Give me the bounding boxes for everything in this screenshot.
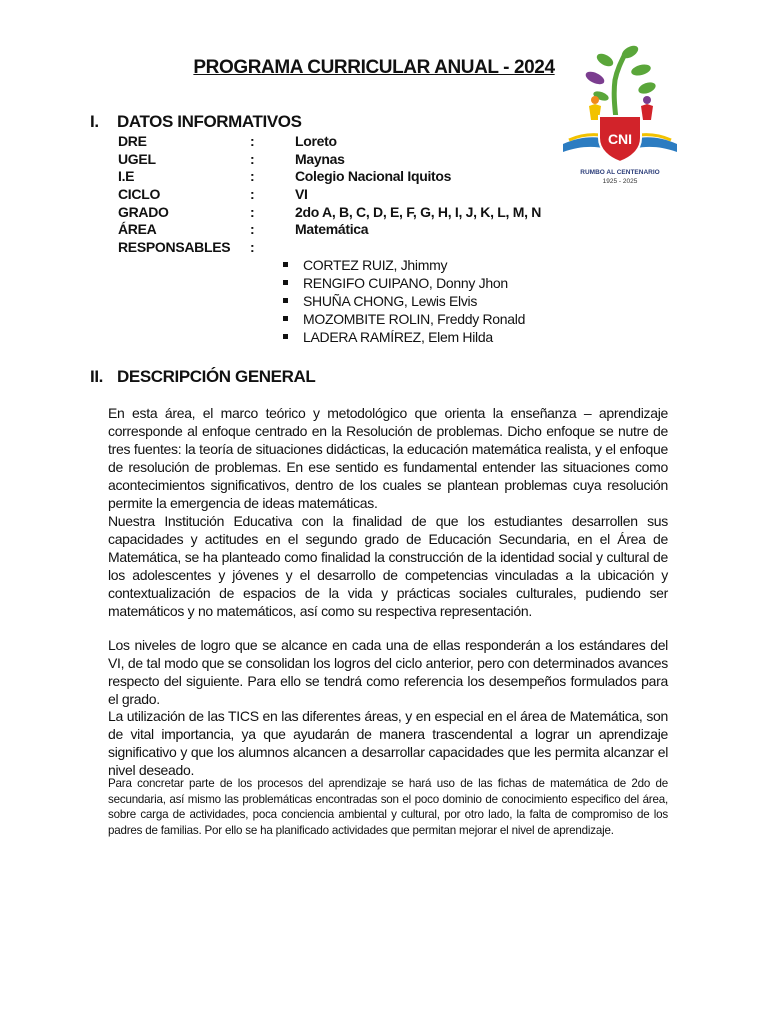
info-label: GRADO	[118, 203, 169, 220]
document-title: PROGRAMA CURRICULAR ANUAL - 2024	[193, 57, 555, 78]
info-separator: :	[250, 203, 255, 220]
square-bullet-icon	[283, 298, 288, 303]
info-value: Maynas	[295, 150, 345, 167]
section-2-title: DESCRIPCIÓN GENERAL	[117, 367, 316, 386]
section-2-heading	[90, 367, 315, 387]
paragraph-1: En esta área, el marco teórico y metodológico que orienta la enseñanza – aprendizaje corresponde al enfoque centrado en la Resolución de problemas. Dicho enfoque se nutre de tres fuentes: la teoría de situaciones didácticas, la educación matemática realista, y el enfoque de resolución de problemas. En ese sentido es fundamental entender las situaciones como acontecimientos significativos, dentro de los cuales se plantean problemas cuya resolución permite la emergencia de ideas matemáticas.	[108, 405, 668, 511]
info-separator: :	[250, 239, 255, 256]
info-value: VI	[295, 186, 308, 203]
responsables-list	[283, 257, 525, 347]
list-item: CORTEZ RUIZ, Jhimmy	[283, 257, 525, 275]
logo-initials: CNI	[607, 131, 633, 147]
info-separator: :	[250, 168, 255, 185]
logo-years: 1925 - 2025	[602, 178, 638, 185]
info-label: UGEL	[118, 150, 156, 167]
school-logo-icon	[555, 40, 685, 190]
section-2-number: II.	[90, 367, 103, 386]
list-item: MOZOMBITE ROLIN, Freddy Ronald	[283, 311, 525, 329]
section-1-number: I.	[90, 112, 99, 131]
list-item: SHUÑA CHONG, Lewis Elvis	[283, 293, 525, 311]
section-1-title: DATOS INFORMATIVOS	[117, 112, 302, 131]
paragraph-3: Los niveles de logro que se alcance en cada una de ellas responderán a los estándares del VI, de tal modo que se consolidan los logros del ciclo anterior, pero con determinados avances respecto del siguiente. Para ello se tendrá como referencia los desempeños formulados para el grado.	[108, 637, 668, 707]
square-bullet-icon	[283, 334, 288, 339]
info-label: CICLO	[118, 186, 161, 203]
info-value: Matemática	[295, 221, 369, 238]
info-label: I.E	[118, 168, 135, 185]
info-label: DRE	[118, 133, 147, 149]
paragraph-5: Para concretar parte de los procesos del aprendizaje se hará uso de las fichas de matemática de 2do de secundaria, así mismo las problemáticas encontradas son el poco dominio de conocimiento especifico del área, sobre carga de actividades, poca conciencia ambiental y cultural, por otro lado, la falta de compromiso de los padres de familias. Por ello se ha planificado actividades que permitan mejorar el nivel de aprendizaje.	[108, 777, 668, 837]
info-value: Colegio Nacional Iquitos	[295, 168, 452, 185]
square-bullet-icon	[283, 280, 288, 285]
info-label: RESPONSABLES	[118, 239, 231, 256]
section-1-heading	[90, 112, 302, 132]
paragraph-2: Nuestra Institución Educativa con la finalidad de que los estudiantes desarrollen sus capacidades y actitudes en el segundo grado de Educación Secundaria, en el Área de Matemática, se ha planteado como finalidad la construcción de la identidad social y cultural de los adolescentes y jóvenes y el desarrollo de competencias vinculadas a la ubicación y contextualización de espacios de la vida y prácticas sociales culturales, pudiendo ser matemáticos y no matemáticos, así como su respectiva representación.	[108, 513, 668, 619]
square-bullet-icon	[283, 262, 288, 267]
list-item: RENGIFO CUIPANO, Donny Jhon	[283, 275, 525, 293]
info-value: Loreto	[295, 133, 337, 149]
info-label: ÁREA	[118, 221, 157, 238]
list-item: LADERA RAMÍREZ, Elem Hilda	[283, 329, 525, 347]
info-separator: :	[250, 186, 255, 203]
info-value: 2do A, B, C, D, E, F, G, H, I, J, K, L, M, N	[295, 203, 542, 220]
paragraph-4: La utilización de las TICS en las diferentes áreas, y en especial en el área de Matemática, son de vital importancia, ya que ayudarán de manera trascendental a lograr un aprendizaje significativo y que los alumnos alcancen a desarrollar capacidades que les permita alcanzar el nivel deseado.	[108, 708, 668, 778]
logo-motto: RUMBO AL CENTENARIO	[580, 169, 660, 176]
square-bullet-icon	[283, 316, 288, 321]
info-separator: :	[250, 133, 255, 149]
info-separator: :	[250, 150, 255, 167]
info-separator: :	[250, 221, 255, 238]
